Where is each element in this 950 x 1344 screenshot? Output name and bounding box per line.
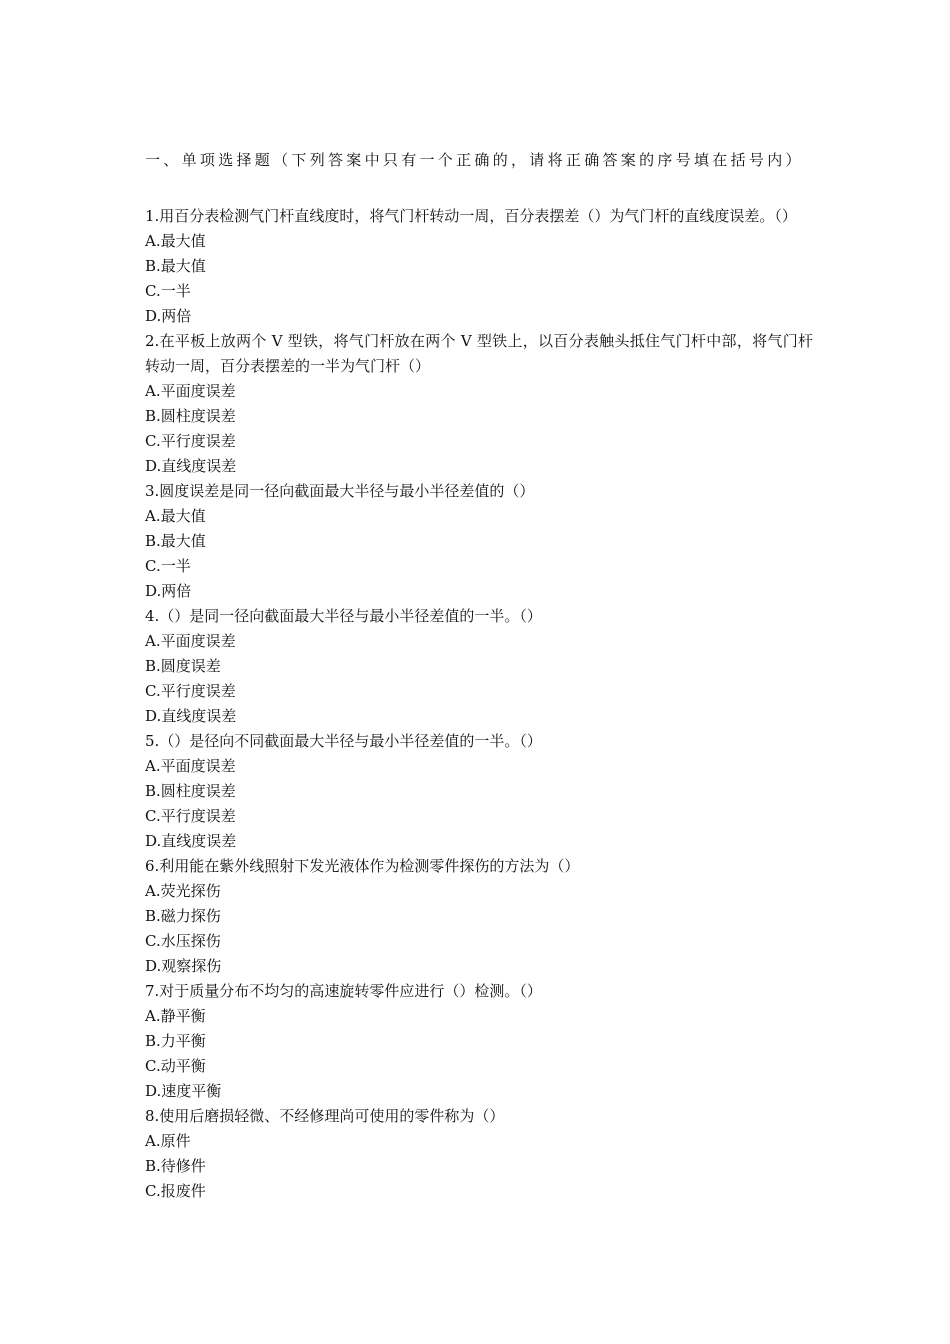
option-b: B.最大值 xyxy=(145,532,206,550)
question-text: 1.用百分表检测气门杆直线度时，将气门杆转动一周，百分表摆差（）为气门杆的直线度误差。（） xyxy=(145,207,797,225)
question-7 xyxy=(145,979,813,1104)
option-b: B.最大值 xyxy=(145,257,206,275)
question-text: 7.对于质量分布不均匀的高速旋转零件应进行（）检测。（） xyxy=(145,982,542,1000)
option-d: D.直线度误差 xyxy=(145,457,237,475)
option-a: A.最大值 xyxy=(145,507,206,525)
question-6 xyxy=(145,854,813,979)
question-3 xyxy=(145,479,813,604)
option-c: C.平行度误差 xyxy=(145,682,236,700)
option-b: B.圆柱度误差 xyxy=(145,782,236,800)
option-a: A.荧光探伤 xyxy=(145,882,221,900)
option-d: D.速度平衡 xyxy=(145,1082,222,1100)
option-c: C.动平衡 xyxy=(145,1057,206,1075)
question-list xyxy=(145,204,813,1204)
question-text: 3.圆度误差是同一径向截面最大半径与最小半径差值的（） xyxy=(145,482,535,500)
option-c: C.一半 xyxy=(145,282,191,300)
option-c: C.水压探伤 xyxy=(145,932,221,950)
section-heading: 一、单项选择题（下列答案中只有一个正确的，请将正确答案的序号填在括号内） xyxy=(145,151,804,169)
question-text: 2.在平板上放两个 V 型铁，将气门杆放在两个 V 型铁上，以百分表触头抵住气门杆中部，将气门杆转动一周，百分表摆差的一半为气门杆（） xyxy=(145,332,813,375)
option-c: C.报废件 xyxy=(145,1182,206,1200)
option-b: B.圆柱度误差 xyxy=(145,407,236,425)
option-d: D.观察探伤 xyxy=(145,957,222,975)
option-d: D.直线度误差 xyxy=(145,707,237,725)
option-a: A.静平衡 xyxy=(145,1007,206,1025)
option-b: B.待修件 xyxy=(145,1157,206,1175)
option-a: A.最大值 xyxy=(145,232,206,250)
option-c: C.一半 xyxy=(145,557,191,575)
question-5 xyxy=(145,729,813,854)
question-text: 4.（）是同一径向截面最大半径与最小半径差值的一半。（） xyxy=(145,607,542,625)
question-text: 8.使用后磨损轻微、不经修理尚可使用的零件称为（） xyxy=(145,1107,505,1125)
question-1 xyxy=(145,204,813,329)
question-2 xyxy=(145,329,813,479)
option-d: D.两倍 xyxy=(145,582,192,600)
option-c: C.平行度误差 xyxy=(145,807,236,825)
question-text: 6.利用能在紫外线照射下发光液体作为检测零件探伤的方法为（） xyxy=(145,857,580,875)
option-a: A.原件 xyxy=(145,1132,191,1150)
question-8 xyxy=(145,1104,813,1204)
option-c: C.平行度误差 xyxy=(145,432,236,450)
option-b: B.力平衡 xyxy=(145,1032,206,1050)
option-d: D.直线度误差 xyxy=(145,832,237,850)
option-b: B.圆度误差 xyxy=(145,657,221,675)
option-a: A.平面度误差 xyxy=(145,757,236,775)
question-text: 5.（）是径向不同截面最大半径与最小半径差值的一半。（） xyxy=(145,732,542,750)
option-a: A.平面度误差 xyxy=(145,632,236,650)
option-a: A.平面度误差 xyxy=(145,382,236,400)
option-b: B.磁力探伤 xyxy=(145,907,221,925)
question-4 xyxy=(145,604,813,729)
option-d: D.两倍 xyxy=(145,307,192,325)
